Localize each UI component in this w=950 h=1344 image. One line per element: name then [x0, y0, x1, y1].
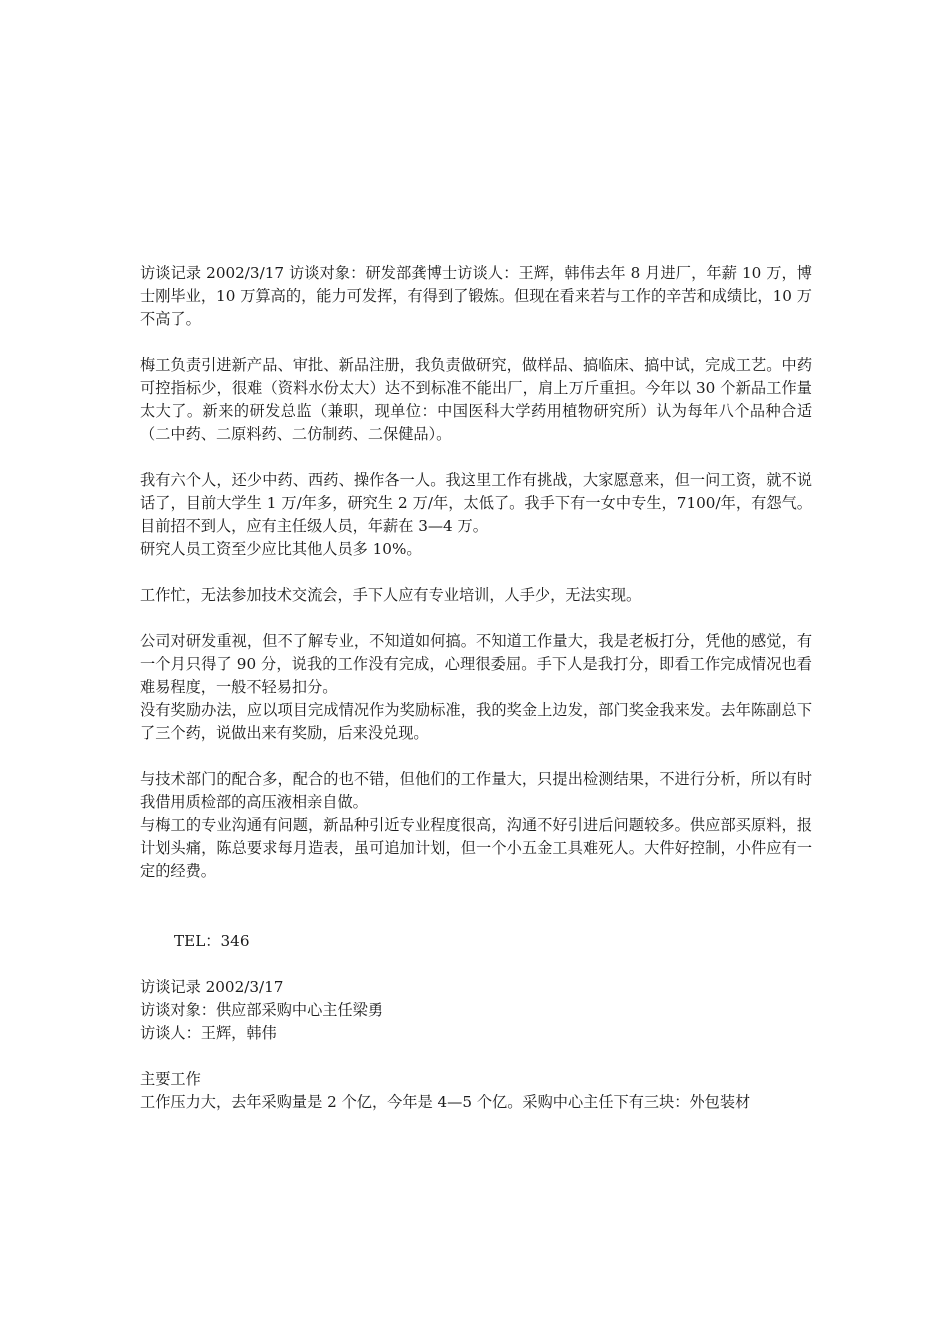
record-date: 访谈记录 2002/3/17 [140, 978, 284, 996]
paragraph-reward-text: 没有奖励办法，应以项目完成情况作为奖励标准，我的奖金上边发，部门奖金我来发。去年陈副总下了三个药，说做出来有奖励，后来没兑现。 [140, 701, 812, 742]
paragraph-staffing-text: 我有六个人，还少中药、西药、操作各一人。我这里工作有挑战，大家愿意来，但一问工资，就不说话了，目前大学生 1 万/年多，研究生 2 万/年，太低了。我手下有一女中专生，7100/年，有怨气。目前招不到人，应有主任级人员，年薪在 3—4 万。 [140, 471, 812, 535]
paragraph-evaluation [140, 630, 812, 745]
paragraph-staffing [140, 469, 812, 561]
paragraph-evaluation-text: 公司对研发重视，但不了解专业，不知道如何搞。不知道工作量大，我是老板打分，凭他的感觉，有一个月只得了 90 分，说我的工作没有完成，心理很委屈。手下人是我打分，即看工作完成情况也看难易程度，一般不轻易扣分。 [140, 632, 812, 696]
paragraph-workload: 工作压力大，去年采购量是 2 个亿，今年是 4—5 个亿。采购中心主任下有三块：外包装材 [140, 1093, 751, 1111]
paragraph-training: 工作忙，无法参加技术交流会，手下人应有专业培训，人手少，无法实现。 [140, 586, 642, 604]
document-body [140, 262, 812, 1114]
second-interview-header [140, 976, 812, 1045]
paragraph-work-scope: 梅工负责引进新产品、审批、新品注册，我负责做研究，做样品、搞临床、搞中试，完成工艺。中药可控指标少，很难（资料水份太大）达不到标准不能出厂，肩上万斤重担。今年以 30 个新品工作量太大了。新来的研发总监（兼职，现单位：中国医科大学药用植物研究所）认为每年八个品种合适（二中药、二原料药、二仿制药、二保健品）。 [140, 356, 812, 443]
section-title: 主要工作 [140, 1070, 201, 1088]
paragraph-salary-note: 研究人员工资至少应比其他人员多 10%。 [140, 540, 422, 558]
telephone-line: TEL：346 [174, 932, 250, 950]
interviewee: 访谈对象：供应部采购中心主任梁勇 [140, 1001, 383, 1019]
paragraph-cooperation-text: 与技术部门的配合多，配合的也不错，但他们的工作量大，只提出检测结果，不进行分析，所以有时我借用质检部的高压液相亲自做。 [140, 770, 812, 811]
paragraph-communication-text: 与梅工的专业沟通有问题，新品种引近专业程度很高，沟通不好引进后问题较多。供应部买原料，报计划头痛，陈总要求每月造表，虽可追加计划，但一个小五金工具难死人。大件好控制，小件应有一定的经费。 [140, 816, 812, 880]
paragraph-cooperation [140, 768, 812, 883]
paragraph-interview-intro: 访谈记录 2002/3/17 访谈对象：研发部龚博士访谈人：王辉，韩伟去年 8 月进厂，年薪 10 万，博士刚毕业，10 万算高的，能力可发挥，有得到了锻炼。但现在看来若与工作的辛苦和成绩比，10 万不高了。 [140, 264, 812, 328]
interviewer: 访谈人：王辉，韩伟 [140, 1024, 277, 1042]
main-work-section [140, 1068, 812, 1114]
